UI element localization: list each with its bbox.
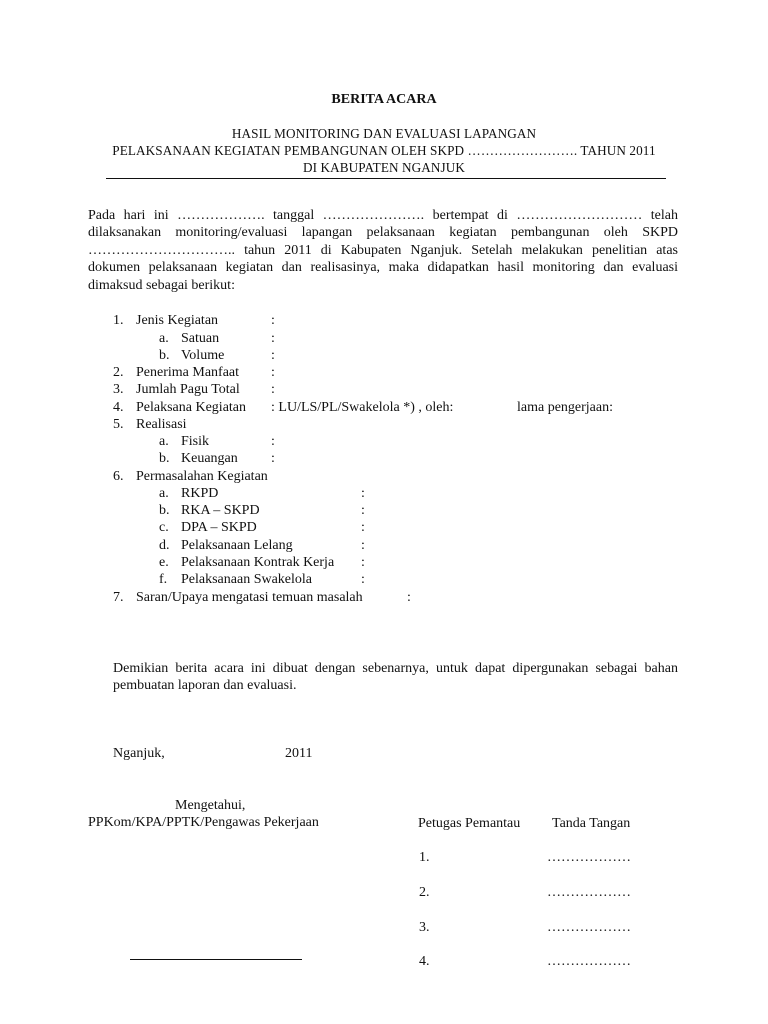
item-label-jenis-kegiatan: Jenis Kegiatan [136,313,219,328]
item-label-rka-skpd: RKA – SKPD [181,503,260,518]
subitem-letter: a. [159,434,169,449]
petugas-row-number: 4. [419,954,430,969]
item-colon: : [271,331,275,346]
item-label-volume: Volume [181,348,225,363]
item-number: 1. [113,313,124,328]
item-colon: : [407,590,411,605]
header-divider [106,178,666,179]
item-number: 6. [113,469,124,484]
item-colon: : [271,348,275,363]
item-colon: : [361,503,365,518]
item-colon: : [271,313,275,328]
petugas-row-number: 3. [419,920,430,935]
item-number: 4. [113,400,124,415]
item-colon: : [361,555,365,570]
place-label: Nganjuk, [113,746,165,761]
item-number: 7. [113,590,124,605]
subitem-letter: d. [159,538,170,553]
approver-signature-line [130,959,302,960]
closing-paragraph: Demikian berita acara ini dibuat dengan sebenarnya, untuk dapat dipergunakan sebagai bahan pembuatan laporan dan evaluasi. [113,661,678,694]
item-value-pelaksana: : LU/LS/PL/Swakelola *) , oleh: [271,400,454,415]
subitem-letter: f. [159,572,168,587]
intro-paragraph: Pada hari ini ………………. tanggal …………………. bertempat di ……………………… telah dilaksanakan monitoring/evaluasi lapangan pelaksanaan kegiatan pembangunan oleh SKPD ………………………….. tahun 2011 di Kabupaten Nganjuk. Setelah melakukan penelitian atas dokumen pelaksanaan kegiatan dan realisasinya, maka didapatkan hasil monitoring dan evaluasi dimaksud sebagai berikut: [88,208,678,293]
signature-dots: ……………… [547,850,631,865]
subtitle-line-1: HASIL MONITORING DAN EVALUASI LAPANGAN [231,126,537,141]
item-label-fisik: Fisik [181,434,210,449]
item-colon: : [271,382,275,397]
item-label-dpa-skpd: DPA – SKPD [181,520,257,535]
item-label-pelaksanaan-lelang: Pelaksanaan Lelang [181,538,293,553]
petugas-pemantau-header: Petugas Pemantau [418,816,521,831]
item-label-permasalahan: Permasalahan Kegiatan [136,469,268,484]
item-lama-pengerjaan: lama pengerjaan: [517,400,614,415]
subitem-letter: a. [159,486,169,501]
item-label-realisasi: Realisasi [136,417,187,432]
subitem-letter: b. [159,348,170,363]
item-label-jumlah-pagu: Jumlah Pagu Total [136,382,240,397]
signature-dots: ……………… [547,954,631,969]
item-colon: : [361,486,365,501]
tanda-tangan-header: Tanda Tangan [552,816,631,831]
item-label-kontrak-kerja: Pelaksanaan Kontrak Kerja [181,555,335,570]
mengetahui-label: Mengetahui, [175,798,246,813]
signature-dots: ……………… [547,920,631,935]
subitem-letter: c. [159,520,169,535]
item-label-satuan: Satuan [181,331,220,346]
item-label-keuangan: Keuangan [181,451,238,466]
approver-role: PPKom/KPA/PPTK/Pengawas Pekerjaan [88,815,319,830]
item-label-pelaksana-kegiatan: Pelaksana Kegiatan [136,400,247,415]
item-number: 2. [113,365,124,380]
document-title: BERITA ACARA [331,92,437,107]
signature-dots: ……………… [547,885,631,900]
item-colon: : [361,520,365,535]
subitem-letter: b. [159,503,170,518]
subtitle-line-3: DI KABUPATEN NGANJUK [303,160,465,175]
item-colon: : [271,365,275,380]
item-label-penerima-manfaat: Penerima Manfaat [136,365,240,380]
item-colon: : [361,538,365,553]
year-label: 2011 [285,746,313,761]
item-label-swakelola: Pelaksanaan Swakelola [181,572,313,587]
item-colon: : [361,572,365,587]
subtitle-line-2: PELAKSANAAN KEGIATAN PEMBANGUNAN OLEH SKPD ……………………. TAHUN 2011 [112,143,656,158]
item-label-saran-upaya: Saran/Upaya mengatasi temuan masalah [136,590,363,605]
item-colon: : [271,451,275,466]
item-number: 3. [113,382,124,397]
item-label-rkpd: RKPD [181,486,219,501]
subitem-letter: e. [159,555,169,570]
petugas-row-number: 1. [419,850,430,865]
petugas-row-number: 2. [419,885,430,900]
item-number: 5. [113,417,124,432]
item-colon: : [271,434,275,449]
subitem-letter: a. [159,331,169,346]
subitem-letter: b. [159,451,170,466]
